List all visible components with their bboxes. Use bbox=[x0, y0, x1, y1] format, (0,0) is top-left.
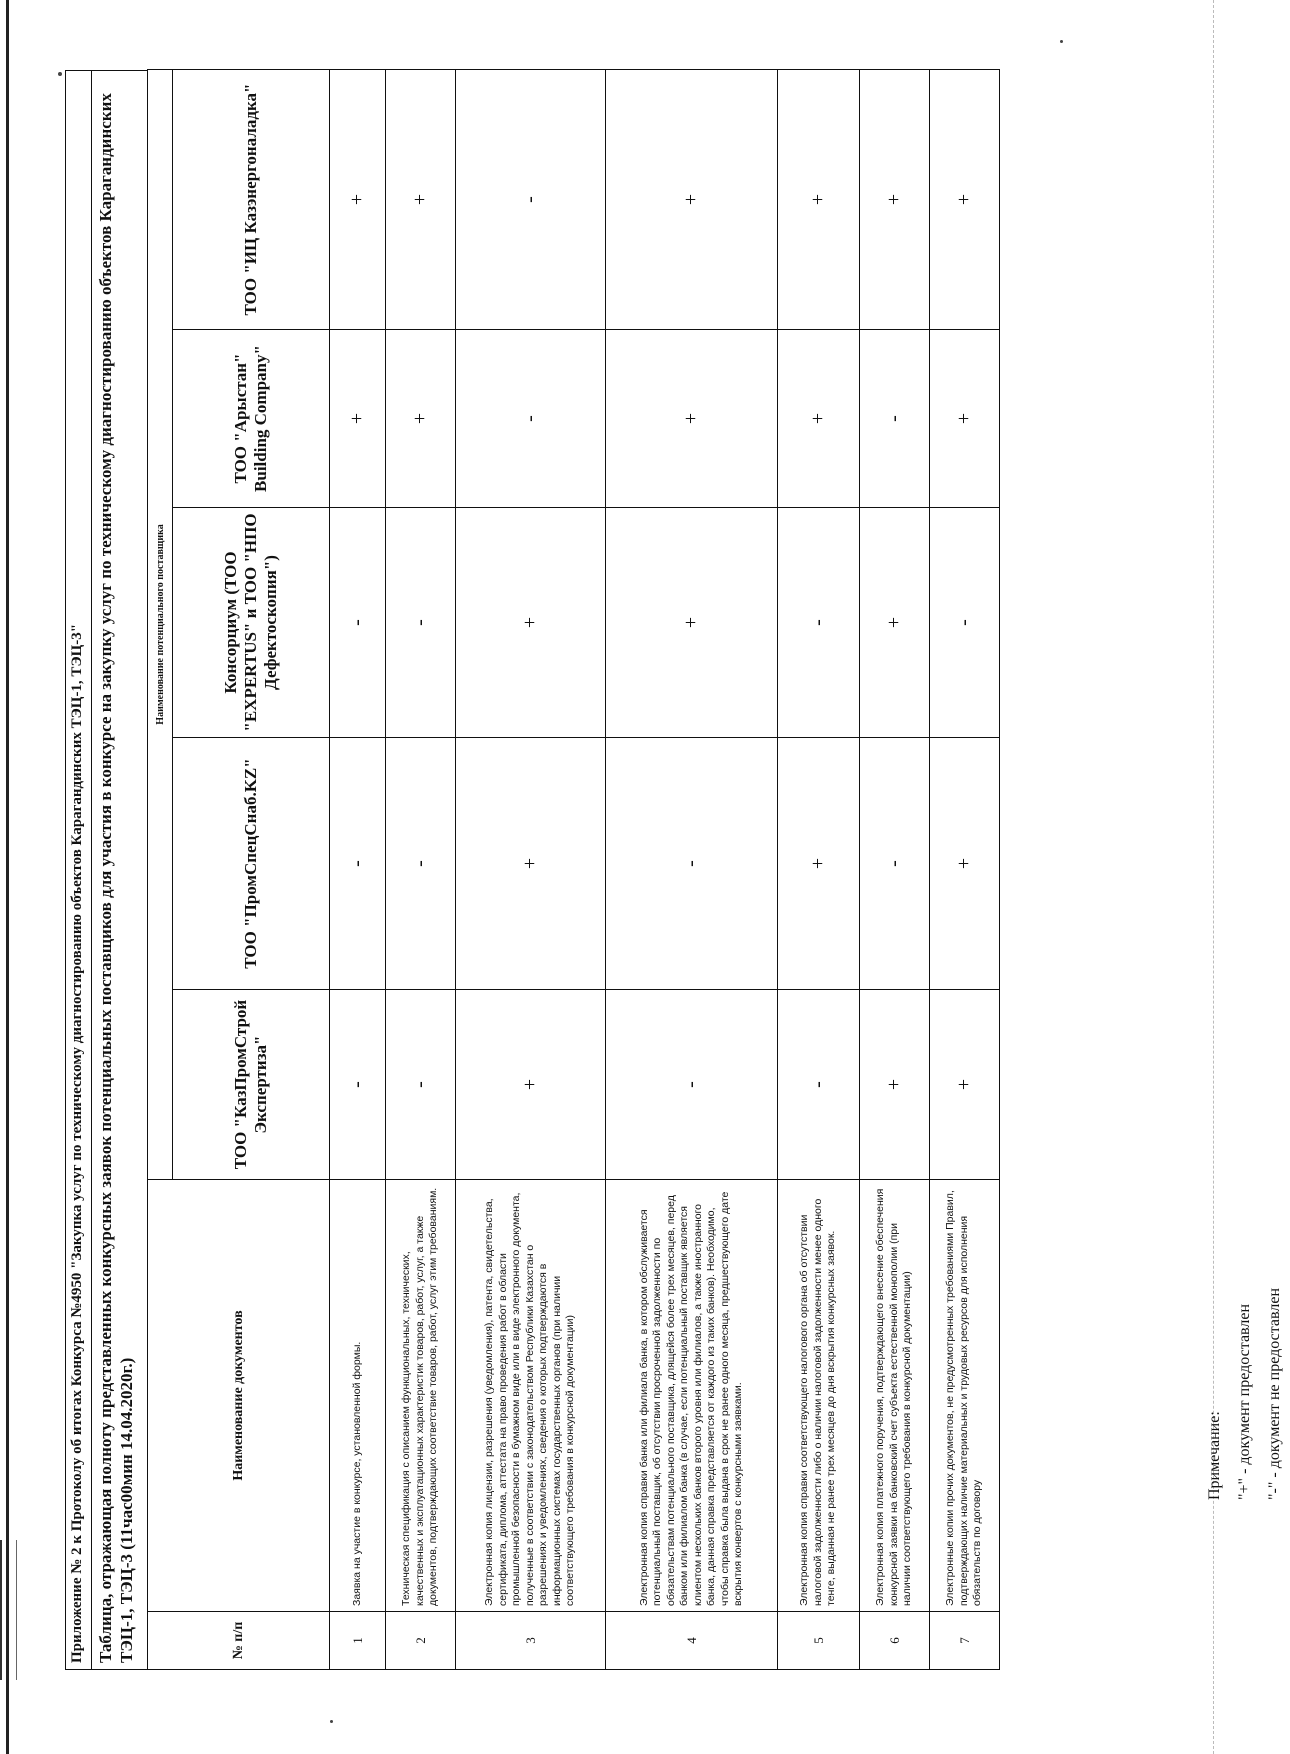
table-row bbox=[386, 69, 456, 1669]
vendor-header-consortium: Консорциум (ТОО "EXPERTUS" и ТОО "НПО Дефектоскопия") bbox=[173, 508, 330, 738]
mark-cell: + bbox=[386, 69, 456, 329]
mark-cell: + bbox=[930, 330, 1000, 508]
row-number: 6 bbox=[860, 1612, 930, 1670]
mark-cell: - bbox=[330, 738, 386, 990]
vendor-header-arystan: ТОО "Арыстан" Building Company" bbox=[173, 330, 330, 508]
mark-cell: - bbox=[386, 990, 456, 1180]
mark-cell: + bbox=[930, 738, 1000, 990]
mark-cell: + bbox=[860, 990, 930, 1180]
mark-cell: + bbox=[778, 738, 860, 990]
col-docs-header: Наименование документов bbox=[148, 1180, 330, 1612]
mark-cell: + bbox=[456, 508, 606, 738]
table-row bbox=[456, 69, 606, 1669]
vendor-header-kazenergonaladka: ТОО "ИЦ Казэнергоналадка" bbox=[173, 69, 330, 329]
header-row-1 bbox=[148, 69, 173, 1669]
mark-cell: + bbox=[930, 69, 1000, 329]
row-document-name: Электронные копии прочих документов, не предусмотренных требованиями Правил, подтверждающих наличие материальных и трудовых ресурсов для исполнения обязательств по договору bbox=[930, 1180, 1000, 1612]
mark-cell: + bbox=[330, 69, 386, 329]
mark-cell: + bbox=[606, 69, 778, 329]
mark-cell: + bbox=[456, 738, 606, 990]
row-number: 1 bbox=[330, 1612, 386, 1670]
mark-cell: + bbox=[860, 508, 930, 738]
scan-binding-mark bbox=[0, 1540, 17, 1680]
table-row bbox=[778, 69, 860, 1669]
row-number: 2 bbox=[386, 1612, 456, 1670]
mark-cell: + bbox=[606, 508, 778, 738]
notes-minus-legend: "-" - документ не предоставлен bbox=[1266, 1287, 1283, 1500]
table-row bbox=[860, 69, 930, 1669]
mark-cell: - bbox=[778, 990, 860, 1180]
row-document-name: Электронная копия платежного поручения, подтверждающего внесение обеспечения конкурсной заявки на банковский счет субъекта естественной монополии (при наличии соответствующего требования в конкурсной документации) bbox=[860, 1180, 930, 1612]
notes-plus-legend: "+" - документ предоставлен bbox=[1236, 1303, 1253, 1500]
vendor-header-kazpromstroy: ТОО "КазПромСтрой Экспертиза" bbox=[173, 990, 330, 1180]
mark-cell: + bbox=[860, 69, 930, 329]
document-title: Приложение № 2 к Протоколу об итогах Конкурса №4950 "Закупка услуг по техническому диагностированию объектов Карагандинских ТЭЦ-1, ТЭЦ-3" bbox=[65, 70, 91, 1670]
col-num-header: № п/п bbox=[148, 1612, 330, 1670]
mark-cell: - bbox=[860, 330, 930, 508]
mark-cell: - bbox=[456, 69, 606, 329]
mark-cell: - bbox=[778, 508, 860, 738]
completeness-table bbox=[147, 69, 1000, 1670]
scan-left-edge bbox=[6, 0, 9, 1754]
rotated-document bbox=[65, 50, 1283, 1670]
scan-speck bbox=[58, 72, 62, 76]
mark-cell: - bbox=[330, 508, 386, 738]
mark-cell: - bbox=[456, 330, 606, 508]
row-number: 4 bbox=[606, 1612, 778, 1670]
mark-cell: - bbox=[386, 738, 456, 990]
row-document-name: Электронная копия лицензии, разрешения (уведомления), патента, свидетельства, сертификата, диплома, аттестата на право проведения работ в области промышленной безопасности в бумажном виде или в виде электронного документа, полученные в соответствии с законодательством Республики Казахстан о разрешениях и уведомлениях, сведения о которых подтверждаются в информационных системах государственных органов (при наличии соответствующего требования в конкурсной документации) bbox=[456, 1180, 606, 1612]
scan-speck bbox=[1060, 40, 1063, 43]
mark-cell: - bbox=[386, 508, 456, 738]
row-document-name: Электронная копия справки соответствующего налогового органа об отсутствии налоговой задолженности либо о наличии налоговой задолженности менее одного тенге, выданная не ранее трех месяцев до дня вскрытия конкурсных заявок. bbox=[778, 1180, 860, 1612]
table-row bbox=[930, 69, 1000, 1669]
document-frame bbox=[65, 70, 1000, 1670]
mark-cell: - bbox=[606, 990, 778, 1180]
notes-heading: Примечание: bbox=[1206, 1411, 1223, 1500]
row-number: 5 bbox=[778, 1612, 860, 1670]
row-number: 7 bbox=[930, 1612, 1000, 1670]
mark-cell: + bbox=[330, 330, 386, 508]
mark-cell: - bbox=[330, 990, 386, 1180]
mark-cell: + bbox=[778, 69, 860, 329]
row-number: 3 bbox=[456, 1612, 606, 1670]
mark-cell: + bbox=[386, 330, 456, 508]
document-subtitle: Таблица, отражающая полноту представленных конкурсных заявок потенциальных поставщиков для участия в конкурсе на закупку услуг по техническому диагностированию объектов Карагандинских ТЭЦ-1, ТЭЦ-3 (11час00мин 14.04.2020г.) bbox=[91, 70, 147, 1670]
mark-cell: + bbox=[778, 330, 860, 508]
mark-cell: + bbox=[930, 990, 1000, 1180]
row-document-name: Техническая спецификация с описанием функциональных, технических, качественных и эксплуатационных характеристик товаров, работ, услуг, а также документов, подтверждающих соответствие товаров, работ, услуг этим требованиям. bbox=[386, 1180, 456, 1612]
mark-cell: + bbox=[606, 330, 778, 508]
mark-cell: - bbox=[606, 738, 778, 990]
table-row bbox=[606, 69, 778, 1669]
notes-block bbox=[1200, 1288, 1290, 1500]
vendors-caption: Наименование потенциального поставщика bbox=[148, 69, 173, 1179]
mark-cell: - bbox=[930, 508, 1000, 738]
mark-cell: - bbox=[860, 738, 930, 990]
table-row bbox=[330, 69, 386, 1669]
scan-speck bbox=[330, 1720, 333, 1723]
row-document-name: Электронная копия справки банка или филиала банка, в котором обслуживается потенциальный поставщик, об отсутствии просроченной задолженности по обязательствам потенциального поставщика, длящейся более трех месяцев, перед банком или филиалом банка (в случае, если потенциальный поставщик является клиентом нескольких банков второго уровня или филиалов, а также иностранного банка, данная справка представляется от каждого из таких банков). Необходимо, чтобы справка была выдана в срок не ранее одного месяца, предшествующего дате вскрытия конвертов с конкурсными заявками. bbox=[606, 1180, 778, 1612]
vendor-header-promspecsnab: ТОО "ПромСпецСнаб.KZ" bbox=[173, 738, 330, 990]
mark-cell: + bbox=[456, 990, 606, 1180]
row-document-name: Заявка на участие в конкурсе, установленной формы. bbox=[330, 1180, 386, 1612]
